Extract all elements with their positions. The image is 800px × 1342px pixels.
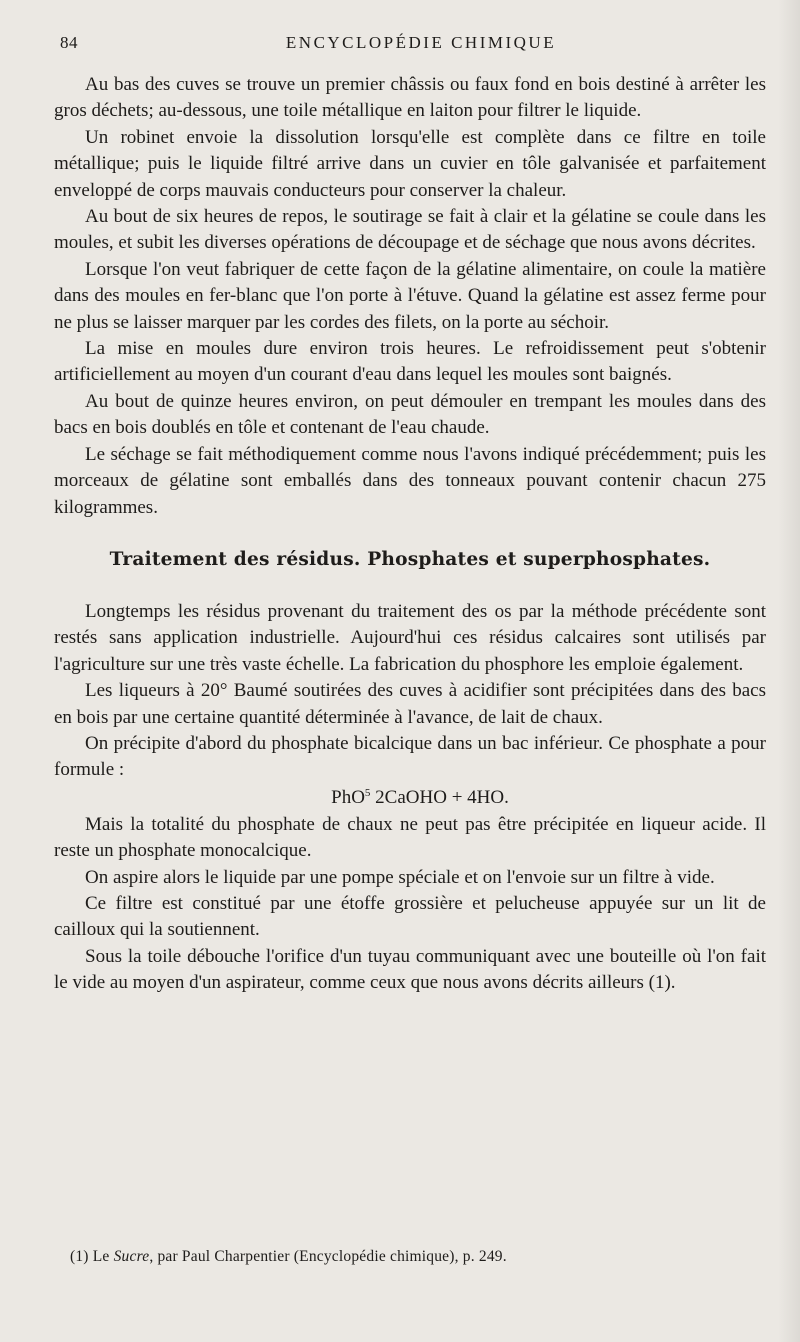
paragraph: Au bas des cuves se trouve un premier châssis ou faux fond en bois destiné à arrêter les gros déchets; au-dessous, une toile métallique en laiton pour filtrer le liquide.	[54, 74, 766, 122]
paragraph: Au bout de quinze heures environ, on peut démouler en trempant les moules dans des bacs en bois doublés en tôle et contenant de l'eau chaude.	[54, 390, 766, 439]
footnote-text-pre: Le	[88, 1248, 114, 1265]
paragraph: Longtemps les résidus provenant du traitement des os par la méthode précédente sont restés sans application industrielle. Aujourd'hui ces résidus calcaires sont utilisés par l'agriculture sur une très vaste échelle. La fabrication du phosphore les emploie également.	[54, 600, 766, 675]
section-heading: Traitement des résidus. Phosphates et superphosphates.	[109, 548, 711, 570]
paragraph: Lorsque l'on veut fabriquer de cette façon de la gélatine alimentaire, on coule la matière dans des moules en fer-blanc que l'on porte à l'étuve. Quand la gélatine est assez ferme pour ne plus se laisser marquer par les cordes des filets, on la porte au séchoir.	[54, 258, 766, 333]
paragraph: Sous la toile débouche l'orifice d'un tuyau communiquant avec une bouteille où l'on fait le vide au moyen d'un aspirateur, comme ceux que nous avons décrits ailleurs (1).	[54, 945, 766, 994]
footnote-text-post: , par Paul Charpentier (Encyclopédie chimique), p. 249.	[149, 1248, 507, 1265]
page-header	[52, 33, 762, 57]
page-edge-shadow	[778, 0, 800, 1342]
body-text	[54, 72, 766, 997]
running-title: ENCYCLOPÉDIE CHIMIQUE	[285, 33, 557, 52]
paragraph: Un robinet envoie la dissolution lorsqu'elle est complète dans ce filtre en toile métallique; puis le liquide filtré arrive dans un cuvier en tôle galvanisée et parfaitement enveloppé de corps mauvais conducteurs pour conserver la chaleur.	[54, 126, 766, 201]
footnote-marker: (1)	[70, 1248, 89, 1265]
paragraph: Mais la totalité du phosphate de chaux ne peut pas être précipitée en liqueur acide. Il reste un phosphate monocalcique.	[54, 813, 766, 862]
paragraph: On aspire alors le liquide par une pompe spéciale et on l'envoie sur un filtre à vide.	[85, 866, 715, 888]
paragraph: Ce filtre est constitué par une étoffe grossière et pelucheuse appuyée sur un lit de cailloux qui la soutiennent.	[54, 892, 766, 941]
chemical-formula	[54, 784, 766, 812]
page-number: 84	[60, 33, 78, 52]
paragraph: Au bout de six heures de repos, le soutirage se fait à clair et la gélatine se coule dans les moules, et subit les diverses opérations de découpage et de séchage que nous avons décrites.	[54, 206, 766, 254]
formula-prefix: PhO	[331, 786, 365, 808]
footnote	[70, 1248, 507, 1266]
formula-superscript: 5	[364, 786, 371, 799]
paragraph: La mise en moules dure environ trois heures. Le refroidissement peut s'obtenir artificiellement au moyen d'un courant d'eau dans lequel les moules sont baignés.	[54, 338, 766, 386]
footnote-work-title: Sucre	[113, 1248, 150, 1265]
paragraph: On précipite d'abord du phosphate bicalcique dans un bac inférieur. Ce phosphate a pour formule :	[54, 732, 766, 781]
formula-suffix: 2CaOHO + 4HO.	[370, 786, 509, 808]
paragraph: Le séchage se fait méthodiquement comme nous l'avons indiqué précédemment; puis les morceaux de gélatine sont emballés dans des tonneaux pouvant contenir chacun 275 kilogrammes.	[54, 443, 766, 518]
paragraph: Les liqueurs à 20° Baumé soutirées des cuves à acidifier sont précipitées dans des bacs en bois par une certaine quantité déterminée à l'avance, de lait de chaux.	[54, 680, 766, 728]
